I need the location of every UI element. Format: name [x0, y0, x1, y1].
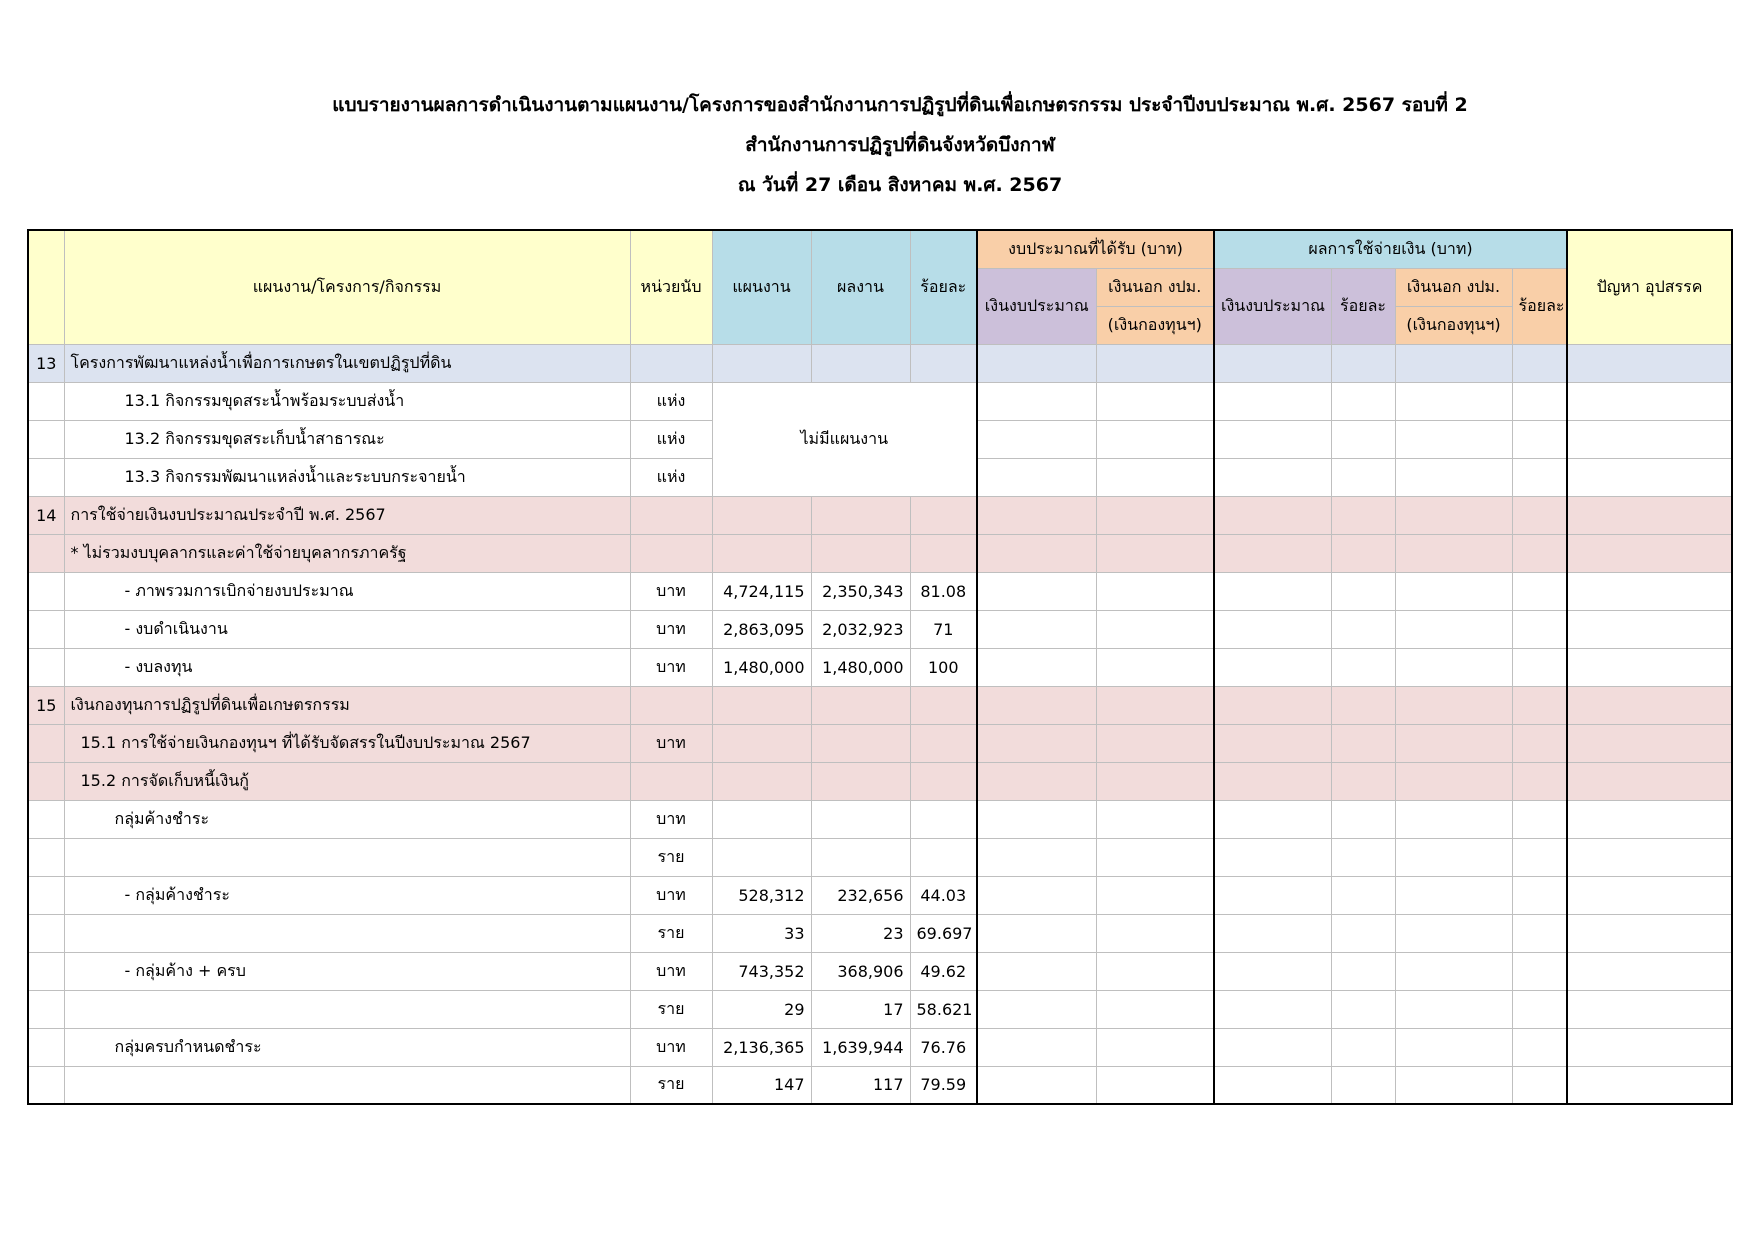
spend-non-budget-cell [1395, 1028, 1512, 1066]
row-unit: แห่ง [630, 420, 712, 458]
row-label: 13.1 กิจกรรมขุดสระน้ำพร้อมระบบส่งน้ำ [64, 382, 630, 420]
spend-percent1-cell [1331, 686, 1395, 724]
spend-percent2-cell [1512, 724, 1567, 762]
budget-money-cell [977, 914, 1096, 952]
row-plan: 2,136,365 [712, 1028, 811, 1066]
row-result: 368,906 [811, 952, 910, 990]
row-percent: 76.76 [910, 1028, 977, 1066]
spend-non-budget-cell [1395, 648, 1512, 686]
row-result [811, 762, 910, 800]
spend-percent1-cell [1331, 762, 1395, 800]
row-label: 15.2 การจัดเก็บหนี้เงินกู้ [64, 762, 630, 800]
row-plan: 1,480,000 [712, 648, 811, 686]
spend-percent1-cell [1331, 496, 1395, 534]
problems-cell [1567, 534, 1732, 572]
row-unit: บาท [630, 648, 712, 686]
row-percent: 79.59 [910, 1066, 977, 1104]
row-percent: 44.03 [910, 876, 977, 914]
spend-percent1-cell [1331, 610, 1395, 648]
problems-cell [1567, 458, 1732, 496]
row-result: 17 [811, 990, 910, 1028]
row-result [811, 496, 910, 534]
row-plan: 4,724,115 [712, 572, 811, 610]
table-row [28, 648, 1732, 686]
spend-budget-cell [1214, 1028, 1331, 1066]
row-unit: แห่ง [630, 458, 712, 496]
spend-percent2-cell [1512, 990, 1567, 1028]
row-plan [712, 762, 811, 800]
spend-non-budget-cell [1395, 838, 1512, 876]
row-label: โครงการพัฒนาแหล่งน้ำเพื่อการเกษตรในเขตปฏิรูปที่ดิน [64, 344, 630, 382]
office-name: สำนักงานการปฏิรูปที่ดินจังหวัดบึงกาฬ [745, 134, 1055, 156]
header-result: ผลงาน [811, 230, 910, 344]
row-number [28, 724, 64, 762]
budget-money-cell [977, 724, 1096, 762]
table-row [28, 952, 1732, 990]
budget-money-cell [977, 838, 1096, 876]
report-table [27, 229, 1733, 1105]
row-result: 1,639,944 [811, 1028, 910, 1066]
non-budget-cell [1096, 686, 1214, 724]
header-spend-non-budget-fund: (เงินกองทุนฯ) [1395, 306, 1512, 344]
spend-budget-cell [1214, 876, 1331, 914]
row-unit [630, 686, 712, 724]
budget-money-cell [977, 952, 1096, 990]
table-row [28, 838, 1732, 876]
row-unit: บาท [630, 1028, 712, 1066]
row-number: 14 [28, 496, 64, 534]
row-plan [712, 534, 811, 572]
non-budget-cell [1096, 572, 1214, 610]
spend-percent1-cell [1331, 724, 1395, 762]
row-unit [630, 344, 712, 382]
row-percent [910, 724, 977, 762]
spend-percent1-cell [1331, 990, 1395, 1028]
spend-percent2-cell [1512, 876, 1567, 914]
spend-percent2-cell [1512, 382, 1567, 420]
header-non-budget-fund: (เงินกองทุนฯ) [1096, 306, 1214, 344]
row-result: 117 [811, 1066, 910, 1104]
spend-percent1-cell [1331, 952, 1395, 990]
spend-percent2-cell [1512, 572, 1567, 610]
spend-budget-cell [1214, 382, 1331, 420]
budget-money-cell [977, 762, 1096, 800]
non-budget-cell [1096, 648, 1214, 686]
header-activity: แผนงาน/โครงการ/กิจกรรม [64, 230, 630, 344]
table-row [28, 1028, 1732, 1066]
spend-non-budget-cell [1395, 686, 1512, 724]
problems-cell [1567, 344, 1732, 382]
non-budget-cell [1096, 952, 1214, 990]
budget-money-cell [977, 534, 1096, 572]
spend-percent2-cell [1512, 686, 1567, 724]
row-unit: ราย [630, 838, 712, 876]
row-result [811, 724, 910, 762]
spend-percent1-cell [1331, 344, 1395, 382]
table-row [28, 1066, 1732, 1104]
table-row [28, 496, 1732, 534]
problems-cell [1567, 1028, 1732, 1066]
row-label: * ไม่รวมงบบุคลากรและค่าใช้จ่ายบุคลากรภาครัฐ [64, 534, 630, 572]
row-number [28, 762, 64, 800]
row-number [28, 990, 64, 1028]
row-number [28, 800, 64, 838]
problems-cell [1567, 610, 1732, 648]
spend-percent1-cell [1331, 458, 1395, 496]
row-unit: แห่ง [630, 382, 712, 420]
spend-non-budget-cell [1395, 534, 1512, 572]
row-plan [712, 800, 811, 838]
row-percent: 71 [910, 610, 977, 648]
row-result: 232,656 [811, 876, 910, 914]
spend-percent1-cell [1331, 838, 1395, 876]
header-budget-money: เงินงบประมาณ [977, 268, 1096, 344]
row-plan: 2,863,095 [712, 610, 811, 648]
spend-budget-cell [1214, 838, 1331, 876]
budget-money-cell [977, 458, 1096, 496]
row-result [811, 534, 910, 572]
spend-non-budget-cell [1395, 800, 1512, 838]
budget-money-cell [977, 876, 1096, 914]
row-plan [712, 838, 811, 876]
header-non-budget: เงินนอก งปม. [1096, 268, 1214, 306]
row-label [64, 838, 630, 876]
table-row [28, 344, 1732, 382]
row-number [28, 648, 64, 686]
row-result: 1,480,000 [811, 648, 910, 686]
spend-percent1-cell [1331, 420, 1395, 458]
row-percent [910, 838, 977, 876]
row-percent [910, 800, 977, 838]
row-label: - ภาพรวมการเบิกจ่ายงบประมาณ [64, 572, 630, 610]
header-row-1 [28, 230, 1732, 268]
spend-non-budget-cell [1395, 914, 1512, 952]
row-unit: บาท [630, 610, 712, 648]
row-plan: 29 [712, 990, 811, 1028]
spend-budget-cell [1214, 952, 1331, 990]
row-plan: 528,312 [712, 876, 811, 914]
spend-non-budget-cell [1395, 420, 1512, 458]
budget-money-cell [977, 1028, 1096, 1066]
problems-cell [1567, 648, 1732, 686]
row-number [28, 952, 64, 990]
table-row [28, 800, 1732, 838]
row-label: - กลุ่มค้างชำระ [64, 876, 630, 914]
row-number [28, 1066, 64, 1104]
spend-budget-cell [1214, 648, 1331, 686]
spend-percent1-cell [1331, 382, 1395, 420]
report-body [28, 344, 1732, 1104]
table-row [28, 762, 1732, 800]
header-unit: หน่วยนับ [630, 230, 712, 344]
spend-budget-cell [1214, 534, 1331, 572]
non-budget-cell [1096, 344, 1214, 382]
table-row [28, 534, 1732, 572]
row-number [28, 458, 64, 496]
row-percent [910, 686, 977, 724]
spend-percent2-cell [1512, 458, 1567, 496]
row-unit [630, 534, 712, 572]
spend-budget-cell [1214, 1066, 1331, 1104]
spend-budget-cell [1214, 800, 1331, 838]
spend-percent2-cell [1512, 914, 1567, 952]
row-unit: บาท [630, 800, 712, 838]
row-unit: บาท [630, 572, 712, 610]
spend-non-budget-cell [1395, 724, 1512, 762]
budget-money-cell [977, 610, 1096, 648]
budget-money-cell [977, 572, 1096, 610]
row-unit: บาท [630, 952, 712, 990]
row-number [28, 572, 64, 610]
problems-cell [1567, 914, 1732, 952]
spend-percent2-cell [1512, 1066, 1567, 1104]
row-plan [712, 344, 811, 382]
non-budget-cell [1096, 914, 1214, 952]
budget-money-cell [977, 800, 1096, 838]
row-plan [712, 496, 811, 534]
row-percent: 81.08 [910, 572, 977, 610]
problems-cell [1567, 420, 1732, 458]
row-result [811, 800, 910, 838]
spend-budget-cell [1214, 762, 1331, 800]
spend-budget-cell [1214, 496, 1331, 534]
table-row [28, 686, 1732, 724]
spend-percent2-cell [1512, 838, 1567, 876]
budget-money-cell [977, 496, 1096, 534]
report-titles [0, 92, 1755, 208]
problems-cell [1567, 686, 1732, 724]
spend-percent2-cell [1512, 952, 1567, 990]
header-spend-percent-1: ร้อยละ [1331, 268, 1395, 344]
problems-cell [1567, 990, 1732, 1028]
spend-budget-cell [1214, 724, 1331, 762]
non-budget-cell [1096, 990, 1214, 1028]
row-plan: 147 [712, 1066, 811, 1104]
header-no [28, 230, 64, 344]
table-row [28, 914, 1732, 952]
spend-budget-cell [1214, 344, 1331, 382]
row-result: 2,350,343 [811, 572, 910, 610]
report-date: ณ วันที่ 27 เดือน สิงหาคม พ.ศ. 2567 [737, 174, 1063, 196]
problems-cell [1567, 572, 1732, 610]
spend-budget-cell [1214, 990, 1331, 1028]
header-spending-result: ผลการใช้จ่ายเงิน (บาท) [1214, 230, 1567, 268]
spend-budget-cell [1214, 610, 1331, 648]
row-percent: 100 [910, 648, 977, 686]
non-budget-cell [1096, 724, 1214, 762]
row-label [64, 1066, 630, 1104]
budget-money-cell [977, 648, 1096, 686]
row-unit: บาท [630, 876, 712, 914]
spend-non-budget-cell [1395, 952, 1512, 990]
row-number [28, 838, 64, 876]
row-percent [910, 496, 977, 534]
table-row [28, 610, 1732, 648]
row-result: 2,032,923 [811, 610, 910, 648]
report-title: แบบรายงานผลการดำเนินงานตามแผนงาน/โครงการของสำนักงานการปฏิรูปที่ดินเพื่อเกษตรกรรม ประจำปีงบประมาณ พ.ศ. 2567 รอบที่ 2 [332, 94, 1468, 116]
non-budget-cell [1096, 1028, 1214, 1066]
budget-money-cell [977, 990, 1096, 1028]
header-spend-budget-money: เงินงบประมาณ [1214, 268, 1331, 344]
budget-money-cell [977, 686, 1096, 724]
problems-cell [1567, 952, 1732, 990]
table-row [28, 382, 1732, 420]
spend-percent2-cell [1512, 344, 1567, 382]
row-unit: ราย [630, 990, 712, 1028]
row-plan [712, 724, 811, 762]
non-budget-cell [1096, 382, 1214, 420]
row-number [28, 420, 64, 458]
row-unit: บาท [630, 724, 712, 762]
row-label: การใช้จ่ายเงินงบประมาณประจำปี พ.ศ. 2567 [64, 496, 630, 534]
row-result: 23 [811, 914, 910, 952]
row-plan [712, 686, 811, 724]
row-plan: 33 [712, 914, 811, 952]
row-percent [910, 344, 977, 382]
row-label: กลุ่มครบกำหนดชำระ [64, 1028, 630, 1066]
spend-percent1-cell [1331, 1028, 1395, 1066]
non-budget-cell [1096, 534, 1214, 572]
non-budget-cell [1096, 1066, 1214, 1104]
row-unit [630, 762, 712, 800]
problems-cell [1567, 382, 1732, 420]
budget-money-cell [977, 1066, 1096, 1104]
spend-percent1-cell [1331, 876, 1395, 914]
row-percent: 69.697 [910, 914, 977, 952]
row-label: - กลุ่มค้าง + ครบ [64, 952, 630, 990]
spend-budget-cell [1214, 458, 1331, 496]
header-spend-percent-2: ร้อยละ [1512, 268, 1567, 344]
header-budget-received: งบประมาณที่ได้รับ (บาท) [977, 230, 1214, 268]
header-percent: ร้อยละ [910, 230, 977, 344]
row-label [64, 914, 630, 952]
row-percent: 49.62 [910, 952, 977, 990]
spend-non-budget-cell [1395, 876, 1512, 914]
spend-non-budget-cell [1395, 1066, 1512, 1104]
row-number [28, 1028, 64, 1066]
spend-percent1-cell [1331, 800, 1395, 838]
row-number: 15 [28, 686, 64, 724]
row-number [28, 914, 64, 952]
spend-percent2-cell [1512, 496, 1567, 534]
row-number [28, 382, 64, 420]
row-label: เงินกองทุนการปฏิรูปที่ดินเพื่อเกษตรกรรม [64, 686, 630, 724]
row-number: 13 [28, 344, 64, 382]
spend-budget-cell [1214, 686, 1331, 724]
row-label: 15.1 การใช้จ่ายเงินกองทุนฯ ที่ได้รับจัดสรรในปีงบประมาณ 2567 [64, 724, 630, 762]
budget-money-cell [977, 382, 1096, 420]
row-percent [910, 762, 977, 800]
row-percent [910, 534, 977, 572]
non-budget-cell [1096, 610, 1214, 648]
row-unit: ราย [630, 1066, 712, 1104]
non-budget-cell [1096, 420, 1214, 458]
table-row [28, 724, 1732, 762]
non-budget-cell [1096, 458, 1214, 496]
no-plan-cell: ไม่มีแผนงาน [712, 382, 977, 496]
row-result [811, 838, 910, 876]
row-plan: 743,352 [712, 952, 811, 990]
spend-percent2-cell [1512, 800, 1567, 838]
table-row [28, 990, 1732, 1028]
problems-cell [1567, 876, 1732, 914]
table-row [28, 572, 1732, 610]
header-plan: แผนงาน [712, 230, 811, 344]
non-budget-cell [1096, 762, 1214, 800]
header-problems: ปัญหา อุปสรรค [1567, 230, 1732, 344]
problems-cell [1567, 800, 1732, 838]
non-budget-cell [1096, 496, 1214, 534]
spend-non-budget-cell [1395, 762, 1512, 800]
spend-non-budget-cell [1395, 572, 1512, 610]
row-result [811, 686, 910, 724]
spend-non-budget-cell [1395, 610, 1512, 648]
table-row [28, 876, 1732, 914]
row-label: - งบลงทุน [64, 648, 630, 686]
problems-cell [1567, 762, 1732, 800]
row-label: กลุ่มค้างชำระ [64, 800, 630, 838]
problems-cell [1567, 838, 1732, 876]
row-percent: 58.621 [910, 990, 977, 1028]
spend-non-budget-cell [1395, 344, 1512, 382]
spend-budget-cell [1214, 572, 1331, 610]
spend-percent2-cell [1512, 610, 1567, 648]
row-number [28, 534, 64, 572]
row-label: 13.2 กิจกรรมขุดสระเก็บน้ำสาธารณะ [64, 420, 630, 458]
spend-percent2-cell [1512, 1028, 1567, 1066]
non-budget-cell [1096, 800, 1214, 838]
spend-percent2-cell [1512, 420, 1567, 458]
spend-non-budget-cell [1395, 496, 1512, 534]
non-budget-cell [1096, 838, 1214, 876]
spend-non-budget-cell [1395, 458, 1512, 496]
spend-percent2-cell [1512, 534, 1567, 572]
row-label: - งบดำเนินงาน [64, 610, 630, 648]
non-budget-cell [1096, 876, 1214, 914]
row-number [28, 876, 64, 914]
row-label [64, 990, 630, 1028]
spend-non-budget-cell [1395, 382, 1512, 420]
problems-cell [1567, 496, 1732, 534]
row-result [811, 344, 910, 382]
spend-percent2-cell [1512, 762, 1567, 800]
budget-money-cell [977, 344, 1096, 382]
spend-percent1-cell [1331, 1066, 1395, 1104]
header-spend-non-budget: เงินนอก งปม. [1395, 268, 1512, 306]
spend-budget-cell [1214, 914, 1331, 952]
problems-cell [1567, 1066, 1732, 1104]
spend-percent1-cell [1331, 914, 1395, 952]
row-number [28, 610, 64, 648]
row-label: 13.3 กิจกรรมพัฒนาแหล่งน้ำและระบบกระจายน้ำ [64, 458, 630, 496]
problems-cell [1567, 724, 1732, 762]
budget-money-cell [977, 420, 1096, 458]
spend-percent1-cell [1331, 572, 1395, 610]
row-unit: ราย [630, 914, 712, 952]
row-unit [630, 496, 712, 534]
spend-percent2-cell [1512, 648, 1567, 686]
spend-percent1-cell [1331, 534, 1395, 572]
spend-percent1-cell [1331, 648, 1395, 686]
spend-budget-cell [1214, 420, 1331, 458]
spend-non-budget-cell [1395, 990, 1512, 1028]
